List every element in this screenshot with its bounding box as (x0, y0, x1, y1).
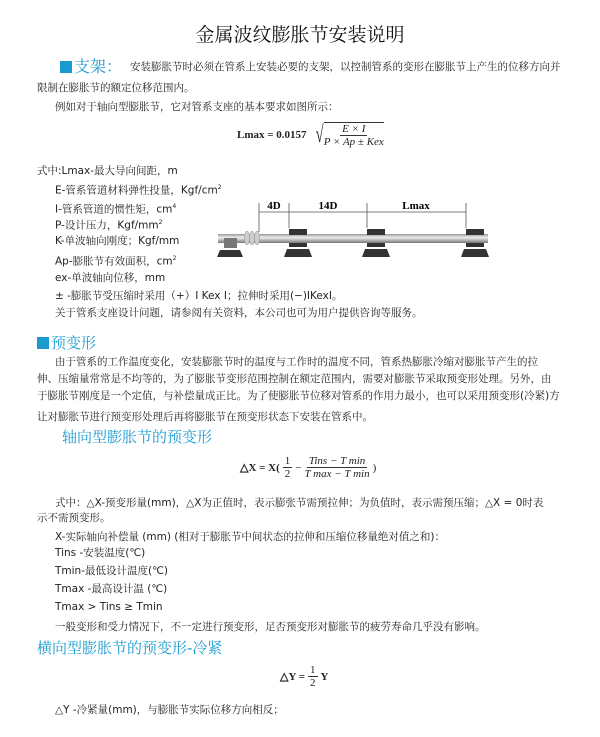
label-4d: 4D (267, 200, 281, 212)
formula-numerator: E × I (342, 123, 366, 135)
page-title: 金属波纹膨胀节安装说明 (195, 24, 405, 46)
def-ex: ex-单波轴向位移，mm (55, 272, 166, 284)
predeform-heading (37, 333, 96, 353)
predeform-line-3: 于膨胀节刚度是一个定值，与补偿量成正比。为了使膨胀节位移对管系的作用力最小，也可以采用预变形(冷紧)方 (37, 390, 560, 402)
def-e: E-管系管道材料弹性投量，Kgf/$cm^2$ (55, 184, 222, 197)
bellows-icon (245, 231, 260, 245)
axial-line-3: X-实际轴向补偿量 (mm) (相对于膨胀节中间状态的拉伸和压缩位移量绝对值之和)： (55, 531, 445, 543)
predeform-heading-text: 预变形 (51, 334, 97, 352)
def-sign: ± -膨胀节受压缩时采用（+）I Kex I；拉伸时采用(−)IKexI。 (55, 290, 343, 302)
lmax-formula: Lmax = 0.0157 √ $\frac{E \times I}{\text{P × Ap ± Kex}}$ (237, 122, 384, 148)
axial-formula: △X = X( $\frac{1}{2}$ − $\frac{\text{Tins − T min}}{\text{T max − T min}}$ ) (240, 455, 377, 480)
axial-line-6: Tmax -最高设计温 (℃) (55, 583, 168, 595)
axial-line-2: 示不需预变形。 (37, 512, 111, 524)
formula-lhs: Lmax = 0.0157 (237, 129, 307, 141)
label-14d: 14D (318, 200, 338, 212)
def-p: P-设计压力，Kgf/$mm^2$ (55, 219, 163, 232)
axial-line-8: 一般变形和受力情况下，不一定进行预变形，足否预变形对膨胀节的疲劳寿命几乎没有影响。 (55, 621, 486, 633)
formula-lhs: △X = X( (240, 462, 280, 474)
square-bullet-icon (37, 337, 49, 349)
axial-line-4: Tins -安装温度(℃) (55, 547, 146, 559)
support-note: 关于管系支座设计问题，请参阅有关资料，本公司也可为用户提供咨询等服务。 (55, 307, 423, 319)
support-line-3: 例如对于轴向型膨胀节，它对管系支座的基本要求如图所示： (55, 101, 339, 113)
lateral-formula: △Y = $\frac{1}{2}$ Y (280, 664, 329, 689)
def-k: K-单波轴向刚度；Kgf/mm (55, 235, 180, 247)
def-ap: Ap-膨胀节有效面积，$cm^2$ (55, 255, 177, 268)
predeform-line-2: 伸、压缩量常常是不均等的，为了膨胀节变形范围控制在额定范围内，需要对膨胀节采取预变形处理。另外，由 (37, 373, 552, 385)
axial-line-1: 式中：△X-预变形量(mm)，△X为正值时，表示膨张节需预拉伸；为负值时，表示需预压缩；△X = 0时表 (55, 497, 544, 509)
lateral-heading: 横向型膨胀节的预变形-冷紧 (37, 639, 223, 657)
formula-denominator: P × Ap ± Kex (323, 136, 384, 148)
label-lmax: Lmax (402, 200, 430, 212)
support-line-1: 安装膨胀节时必须在管系上安装必要的支架，以控制管系的变形在膨胀节上产生的位移方向并 (130, 61, 561, 73)
axial-line-7: Tmax > Tins ≥ Tmin (55, 601, 163, 613)
predeform-line-4: 让对膨胀节进行预变形处理后再将膨胀节在预变形状态下安装在管系中。 (37, 411, 373, 423)
axial-heading: 轴向型膨胀节的预变形 (62, 428, 213, 446)
def-i: I-管系管道的惯性矩，$cm^4$ (55, 203, 177, 216)
support-heading-text: 支架： (74, 57, 123, 76)
axial-line-5: Tmin-最低设计温度(℃) (55, 565, 168, 577)
support-line-2: 限制在膨胀节的额定位移范围内。 (37, 82, 195, 94)
def-lmax: 式中:Lmax-最大导向间距，m (37, 165, 178, 177)
lateral-line-1: △Y -冷紧量(mm)，与膨胀节实际位移方向相反； (55, 704, 284, 716)
predeform-line-1: 由于管系的工作温度变化，安装膨胀节时的温度与工作时的温度不同，管系热膨胀冷缩对膨胀节产生的拉 (55, 356, 538, 368)
